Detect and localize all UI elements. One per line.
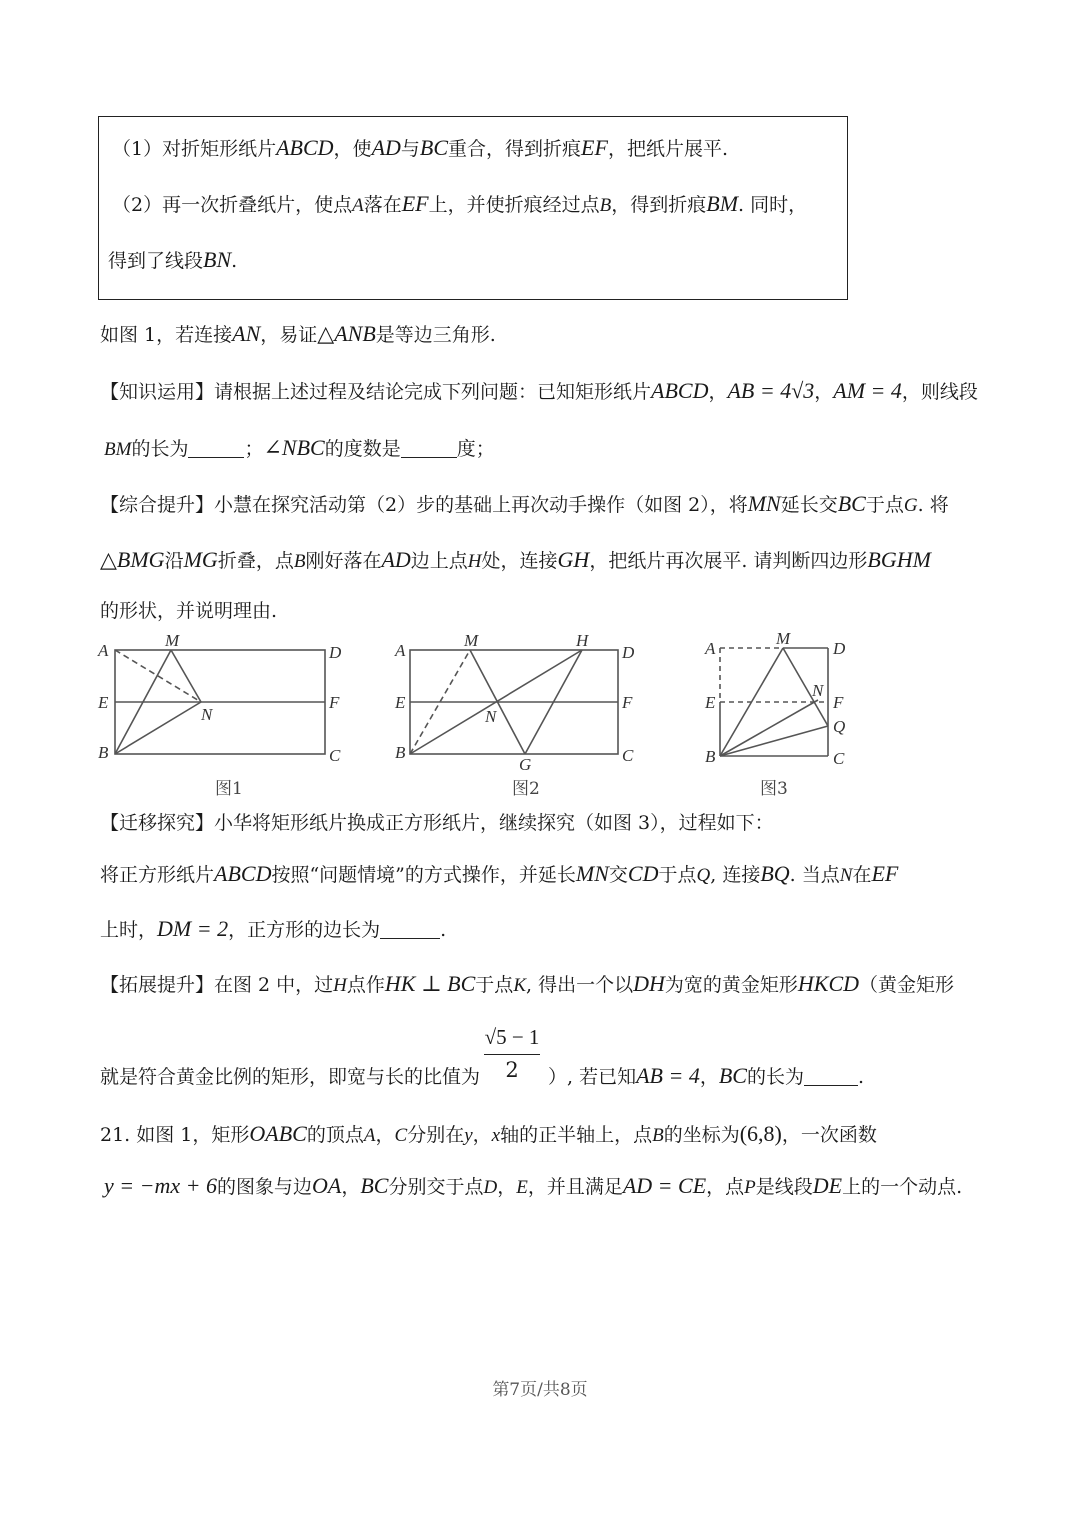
figure-1: [95, 628, 355, 805]
procedure-step-1: （1）对折矩形纸片ABCD，使AD与BC重合，得到折痕EF，把纸片展平.: [112, 135, 728, 160]
fig2-label-h: H: [576, 631, 589, 650]
fig2-caption: 图2: [512, 779, 540, 799]
fig3-label-c: C: [833, 749, 845, 768]
line-extension: 【拓展提升】在图 2 中，过H点作HK ⊥ BC于点K, 得出一个以DH为宽的黄金矩形HKCD（黄金矩形: [100, 971, 955, 996]
fraction-numerator: √5 − 1: [484, 1025, 540, 1055]
question-21-line-2: y = −mx + 6的图象与边OA，BC分别交于点D，E，并且满足AD = CE，点P是线段DE上的一个动点.: [104, 1173, 963, 1198]
fig2-label-f: F: [622, 693, 633, 712]
procedure-step-3: 得到了线段BN.: [108, 247, 238, 272]
answer-blank-bc[interactable]: [804, 1066, 858, 1086]
fig1-segment-bn: [115, 702, 201, 754]
fig2-label-b: B: [395, 743, 406, 762]
fig1-label-f: F: [329, 693, 340, 712]
line-transfer-explore: 【迁移探究】小华将矩形纸片换成正方形纸片，继续探究（如图 3），过程如下：: [100, 812, 774, 834]
fig1-caption: 图1: [215, 779, 243, 799]
fig1-label-m: M: [165, 631, 180, 650]
procedure-step-2: （2）再一次折叠纸片，使点A落在EF上，并使折痕经过点B，得到折痕BM. 同时，: [112, 191, 808, 216]
fig1-label-a: A: [98, 641, 109, 660]
fig1-label-d: D: [329, 643, 342, 662]
fig1-segment-mn: [171, 650, 201, 702]
fig3-segment-bq: [720, 726, 828, 756]
answer-blank-bm[interactable]: [188, 438, 244, 458]
line-fig1-note: 如图 1，若连接AN，易证△ANB是等边三角形.: [100, 321, 496, 346]
fig3-label-b: B: [705, 747, 716, 766]
fig2-label-e: E: [395, 693, 406, 712]
line-shape-question: 的形状，并说明理由.: [100, 600, 278, 622]
fig3-label-q: Q: [833, 717, 846, 736]
line-golden-definition: 就是符合黄金比例的矩形，即宽与长的比值为: [100, 1066, 481, 1088]
fig3-label-n: N: [812, 681, 824, 700]
fig1-label-c: C: [329, 746, 341, 765]
fig2-label-a: A: [395, 641, 406, 660]
fig1-dashed-an: [115, 650, 201, 702]
fig3-label-e: E: [705, 693, 716, 712]
line-knowledge-use: 【知识运用】请根据上述过程及结论完成下列问题：已知矩形纸片ABCD，AB = 4√3，AM = 4，则线段: [100, 378, 978, 403]
line-golden-question: ）, 若已知AB = 4，BC的长为 .: [548, 1063, 865, 1088]
fig2-label-c: C: [622, 746, 634, 765]
fig2-label-n: N: [485, 707, 497, 726]
figure-3: [700, 628, 870, 805]
fig2-label-d: D: [622, 643, 635, 662]
fig3-segment-bn: [720, 700, 818, 756]
fig1-label-e: E: [98, 693, 109, 712]
fig2-label-g: G: [519, 755, 532, 774]
line-square-answer: 上时，DM = 2，正方形的边长为 .: [100, 916, 447, 941]
figure-2: [390, 628, 655, 805]
fig2-label-m: M: [464, 631, 479, 650]
fig1-label-n: N: [201, 705, 213, 724]
fig3-label-a: A: [705, 639, 716, 658]
fig1-label-b: B: [98, 743, 109, 762]
line-square-process: 将正方形纸片ABCD按照“问题情境”的方式操作，并延长MN交CD于点Q, 连接BQ. 当点N在EF: [100, 861, 899, 886]
line-comprehensive: 【综合提升】小慧在探究活动第（2）步的基础上再次动手操作（如图 2），将MN延长交BC于点G. 将: [100, 491, 949, 516]
fig3-caption: 图3: [760, 779, 788, 799]
line-knowledge-answers: BM的长为 ；∠NBC的度数是 度；: [104, 435, 495, 460]
answer-blank-side[interactable]: [380, 919, 440, 939]
fraction-denominator: 2: [505, 1058, 519, 1082]
fig3-label-f: F: [833, 693, 844, 712]
fig3-label-m: M: [776, 629, 791, 648]
line-fold-bmg: △BMG沿MG折叠，点B刚好落在AD边上点H处，连接GH，把纸片再次展平. 请判断四边形BGHM: [100, 547, 931, 572]
answer-blank-angle[interactable]: [401, 438, 457, 458]
page-footer: 第7页/共8页: [492, 1380, 588, 1400]
question-21-line-1: 21. 如图 1，矩形OABC的顶点A，C分别在y，x轴的正半轴上，点B的坐标为(6,8)，一次函数: [100, 1121, 877, 1146]
golden-ratio-fraction: [484, 1025, 540, 1082]
fig3-label-d: D: [833, 639, 846, 658]
